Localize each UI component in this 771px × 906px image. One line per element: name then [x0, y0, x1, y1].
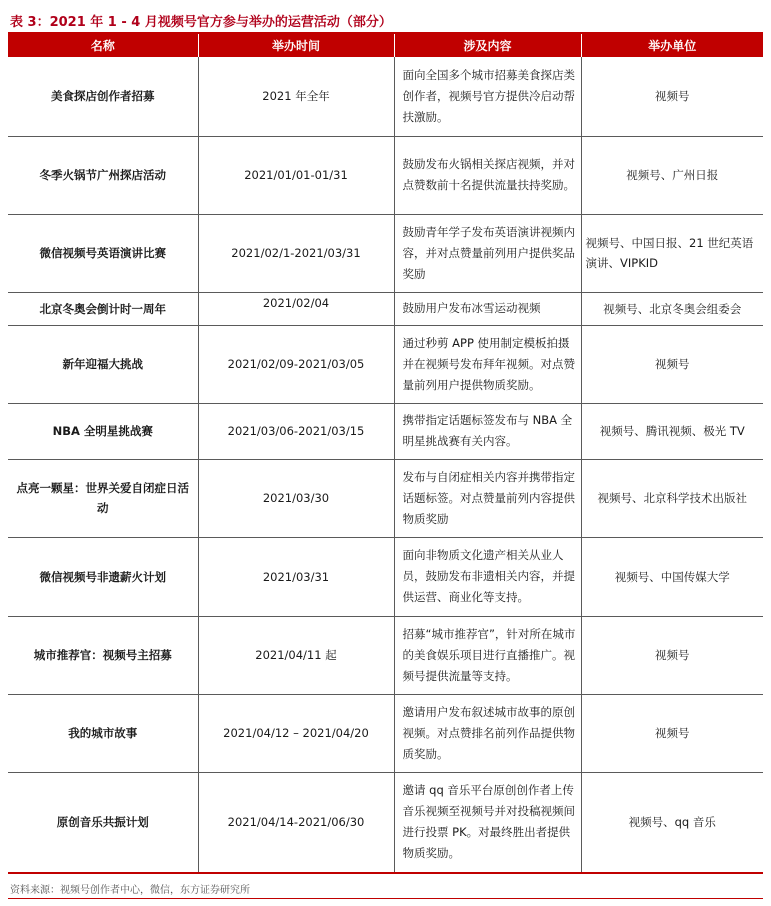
cell-name: 北京冬奥会倒计时一周年: [8, 292, 198, 325]
cell-org: 视频号、中国传媒大学: [581, 537, 763, 616]
cell-content: 招募“城市推荐官”，针对所在城市的美食娱乐项目进行直播推广。视频号提供流量等支持。: [394, 616, 581, 694]
cell-content: 鼓励发布火锅相关探店视频，并对点赞数前十名提供流量扶持奖励。: [394, 136, 581, 214]
cell-name: 我的城市故事: [8, 694, 198, 772]
cell-time: 2021/02/04: [198, 292, 394, 325]
table-row: [8, 537, 763, 616]
cell-org: 视频号、中国日报、21 世纪英语演讲、VIPKID: [581, 214, 763, 292]
cell-time: 2021/03/31: [198, 537, 394, 616]
table-title: 表 3：2021 年 1 - 4 月视频号官方参与举办的运营活动（部分）: [10, 15, 392, 30]
cell-org: 视频号: [581, 616, 763, 694]
cell-org: 视频号、腾讯视频、极光 TV: [581, 403, 763, 459]
cell-time: 2021/03/30: [198, 459, 394, 537]
cell-name: 冬季火锅节广州探店活动: [8, 136, 198, 214]
cell-org: 视频号: [581, 694, 763, 772]
cell-name: 城市推荐官：视频号主招募: [8, 616, 198, 694]
table-row: [8, 57, 763, 136]
table-row: [8, 136, 763, 214]
cell-name: 微信视频号英语演讲比赛: [8, 214, 198, 292]
table-row: [8, 403, 763, 459]
cell-org: 视频号、北京科学技术出版社: [581, 459, 763, 537]
cell-content: 邀请 qq 音乐平台原创创作者上传音乐视频至视频号并对投稿视频间进行投票 PK。对最终胜出者提供物质奖励。: [394, 772, 581, 873]
table-row: [8, 772, 763, 873]
table-row: [8, 459, 763, 537]
cell-content: 携带指定话题标签发布与 NBA 全明星挑战赛有关内容。: [394, 403, 581, 459]
cell-content: 面向全国多个城市招募美食探店类创作者，视频号官方提供冷启动帮扶激励。: [394, 57, 581, 136]
cell-time: 2021/04/11 起: [198, 616, 394, 694]
bottom-rule: [8, 898, 763, 899]
cell-name: 微信视频号非遗薪火计划: [8, 537, 198, 616]
cell-time: 2021/04/12 – 2021/04/20: [198, 694, 394, 772]
cell-name: 新年迎福大挑战: [8, 325, 198, 403]
cell-content: 邀请用户发布叙述城市故事的原创视频。对点赞排名前列作品提供物质奖励。: [394, 694, 581, 772]
activities-table: [8, 34, 763, 874]
header-org: 举办单位: [581, 34, 763, 57]
table-row: [8, 214, 763, 292]
cell-time: 2021/01/01-01/31: [198, 136, 394, 214]
cell-name: 原创音乐共振计划: [8, 772, 198, 873]
cell-org: 视频号、北京冬奥会组委会: [581, 292, 763, 325]
cell-name: NBA 全明星挑战赛: [8, 403, 198, 459]
table-row: [8, 616, 763, 694]
cell-name: 美食探店创作者招募: [8, 57, 198, 136]
cell-time: 2021/02/09-2021/03/05: [198, 325, 394, 403]
cell-content: 鼓励青年学子发布英语演讲视频内容，并对点赞量前列用户提供奖品奖励: [394, 214, 581, 292]
cell-org: 视频号: [581, 57, 763, 136]
cell-content: 鼓励用户发布冰雪运动视频: [394, 292, 581, 325]
header-time: 举办时间: [198, 34, 394, 57]
header-content: 涉及内容: [394, 34, 581, 57]
header-row: [8, 34, 763, 57]
header-name: 名称: [8, 34, 198, 57]
cell-org: 视频号: [581, 325, 763, 403]
cell-content: 面向非物质文化遗产相关从业人员，鼓励发布非遗相关内容，并提供运营、商业化等支持。: [394, 537, 581, 616]
cell-name: 点亮一颗星：世界关爱自闭症日活动: [8, 459, 198, 537]
cell-org: 视频号、广州日报: [581, 136, 763, 214]
cell-time: 2021 年全年: [198, 57, 394, 136]
cell-time: 2021/02/1-2021/03/31: [198, 214, 394, 292]
cell-time: 2021/03/06-2021/03/15: [198, 403, 394, 459]
cell-content: 通过秒剪 APP 使用制定模板拍摄并在视频号发布拜年视频。对点赞量前列用户提供物质奖励。: [394, 325, 581, 403]
source-note: 资料来源：视频号创作者中心，微信，东方证券研究所: [10, 885, 250, 896]
cell-org: 视频号、qq 音乐: [581, 772, 763, 873]
table-row: [8, 325, 763, 403]
table-row: [8, 694, 763, 772]
cell-time: 2021/04/14-2021/06/30: [198, 772, 394, 873]
table-row: [8, 292, 763, 325]
cell-content: 发布与自闭症相关内容并携带指定话题标签。对点赞量前列内容提供物质奖励: [394, 459, 581, 537]
